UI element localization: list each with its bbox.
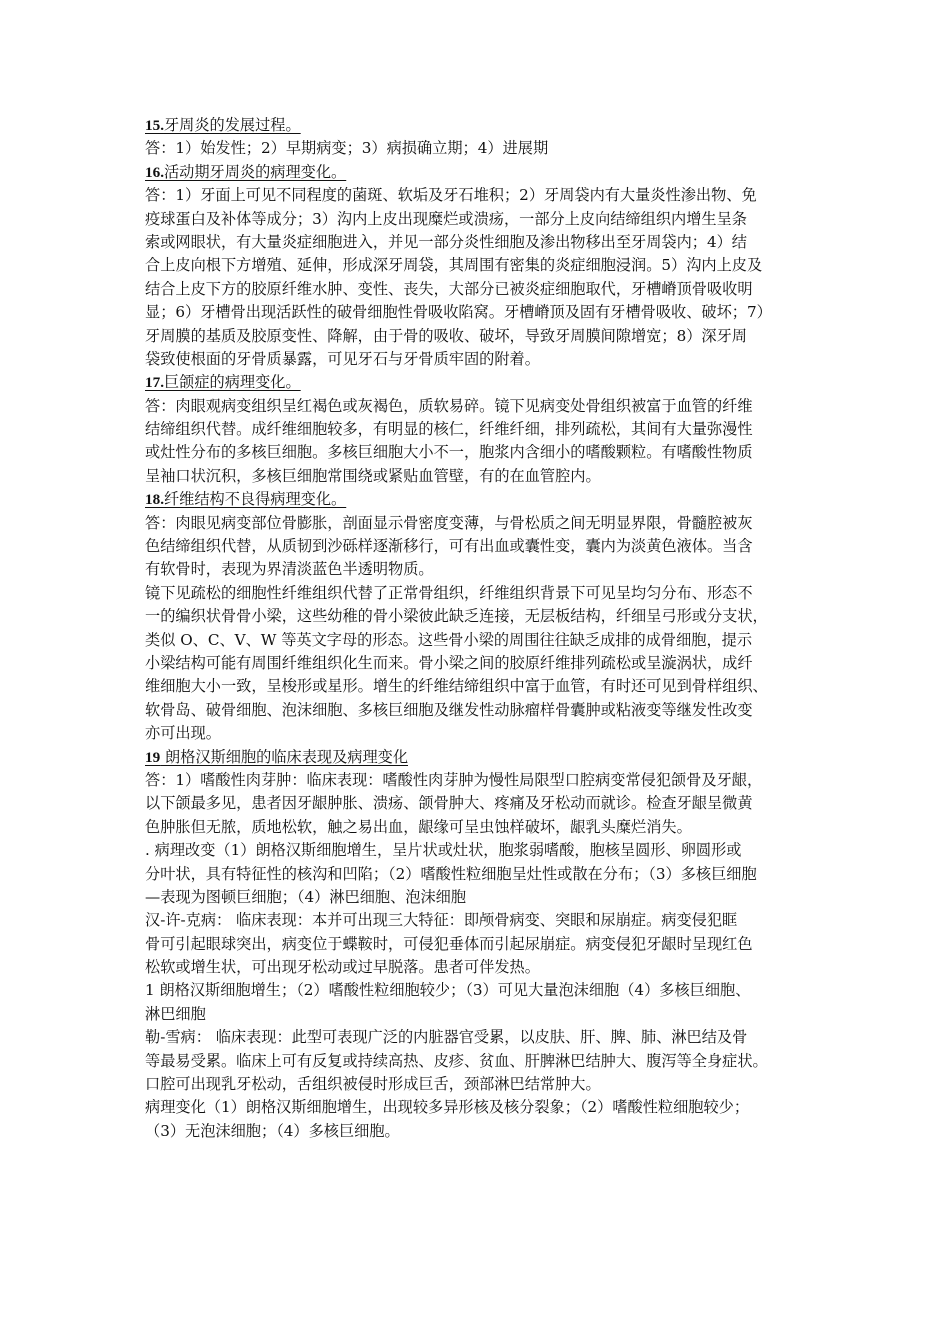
- answer-line: 或灶性分布的多核巨细胞。多核巨细胞大小不一，胞浆内含细小的嗜酸颗粒。有嗜酸性物质: [145, 443, 753, 462]
- answer-line: 呈袖口状沉积，多核巨细胞常围绕或紧贴血管壁，有的在血管腔内。: [145, 466, 601, 485]
- question-heading-15: [145, 114, 810, 137]
- question-title: 纤维结构不良得病理变化。: [163, 490, 347, 509]
- question-number: 17.: [145, 374, 164, 392]
- answer-line: （3）无泡沫细胞；（4）多核巨细胞。: [145, 1121, 400, 1140]
- answer-line: 病理变化（1）朗格汉斯细胞增生，出现较多异形核及核分裂象；（2）嗜酸性粒细胞较少；: [145, 1098, 750, 1117]
- answer-line: 疫球蛋白及补体等成分；3）沟内上皮出现糜烂或溃疡，一部分上皮向结缔组织内增生呈条: [145, 209, 747, 228]
- question-title: 牙周炎的发展过程。: [163, 116, 301, 134]
- answer-line: 分叶状，具有特征性的核沟和凹陷；（2）嗜酸性粒细胞呈灶性或散在分布；（3）多核巨细胞: [145, 864, 757, 883]
- answer-line: 色结缔组织代替，从质韧到沙砾样逐渐移行，可有出血或囊性变，囊内为淡黄色液体。当含: [145, 537, 753, 556]
- answer-line: 1 朗格汉斯细胞增生；（2）嗜酸性粒细胞较少；（3）可见大量泡沫细胞（4）多核巨细胞、: [145, 981, 751, 1000]
- answer-line: —表现为图顿巨细胞；（4）淋巴细胞、泡沫细胞: [145, 887, 467, 906]
- question-heading-19: [145, 746, 810, 769]
- answer-line: 答：1）嗜酸性肉芽肿：临床表现：嗜酸性肉芽肿为慢性局限型口腔病变常侵犯颌骨及牙龈，: [145, 770, 763, 789]
- question-title: 活动期牙周炎的病理变化。: [163, 162, 347, 181]
- answer-line: 合上皮向根下方增殖、延伸，形成深牙周袋，其周围有密集的炎症细胞浸润。5）沟内上皮及: [145, 256, 763, 275]
- answer-line: 结缔组织代替。成纤维细胞较多，有明显的核仁，纤维纤细，排列疏松，其间有大量弥漫性: [145, 420, 753, 439]
- answer-line: 镜下见疏松的细胞性纤维组织代替了正常骨组织，纤维组织背景下可见呈均匀分布、形态不: [145, 583, 753, 602]
- answer-line: 亦可出现。: [145, 724, 221, 743]
- answer-line: 松软或增生状，可出现牙松动或过早脱落。患者可伴发热。: [145, 958, 540, 977]
- answer-line: 有软骨时，表现为界清淡蓝色半透明物质。: [145, 560, 434, 579]
- document-page: [145, 114, 810, 1143]
- question-title: 朗格汉斯细胞的临床表现及病理变化: [160, 747, 409, 766]
- answer-line: 以下颌最多见，患者因牙龈肿胀、溃疡、颌骨肿大、疼痛及牙松动而就诊。检查牙龈呈微黄: [145, 794, 753, 813]
- question-title: 巨颌症的病理变化。: [163, 373, 301, 392]
- answer-line: 袋致使根面的牙骨质暴露，可见牙石与牙骨质牢固的附着。: [145, 349, 540, 368]
- answer-line: 答：1）始发性；2）早期病变；3）病损确立期；4）进展期: [145, 139, 549, 158]
- answer-line: 软骨岛、破骨细胞、泡沫细胞、多核巨细胞及继发性动脉瘤样骨囊肿或粘液变等继发性改变: [145, 700, 753, 719]
- answer-line: 牙周膜的基质及胶原变性、降解，由于骨的吸收、破坏，导致牙周膜间隙增宽；8）深牙周: [145, 326, 747, 345]
- answer-line: 答：1）牙面上可见不同程度的菌斑、软垢及牙石堆积；2）牙周袋内有大量炎性渗出物、免: [145, 186, 757, 205]
- answer-line: 等最易受累。临床上可有反复或持续高热、皮疹、贫血、肝脾淋巴结肿大、腹泻等全身症状。: [145, 1051, 768, 1070]
- answer-line: 汉-许-克病： 临床表现：本并可出现三大特征：即颅骨病变、突眼和尿崩症。病变侵犯眶: [145, 911, 738, 930]
- answer-line: 结合上皮下方的胶原纤维水肿、变性、丧失，大部分已被炎症细胞取代，牙槽嵴顶骨吸收明: [145, 279, 753, 298]
- question-heading-18: [145, 488, 810, 511]
- answer-line: 索或网眼状，有大量炎症细胞进入，并见一部分炎性细胞及渗出物移出至牙周袋内；4）结: [145, 232, 747, 251]
- question-number: 19: [145, 748, 161, 766]
- answer-line: 小梁结构可能有周围纤维组织化生而来。骨小梁之间的胶原纤维排列疏松或呈漩涡状，成纤: [145, 653, 753, 672]
- answer-line: 淋巴细胞: [145, 1004, 206, 1023]
- answer-line: 答：肉眼观病变组织呈红褐色或灰褐色，质软易碎。镜下见病变处骨组织被富于血管的纤维: [145, 396, 753, 415]
- answer-line: 骨可引起眼球突出，病变位于蝶鞍时，可侵犯垂体而引起尿崩症。病变侵犯牙龈时呈现红色: [145, 934, 753, 953]
- answer-line: 维细胞大小一致，呈梭形或星形。增生的纤维结缔组织中富于血管，有时还可见到骨样组织、: [145, 677, 768, 696]
- question-number: 16.: [145, 163, 164, 181]
- answer-line: 色肿胀但无脓，质地松软，触之易出血，龈缘可呈虫蚀样破坏，龈乳头糜烂消失。: [145, 817, 692, 836]
- answer-line: 答：肉眼见病变部位骨膨胀，剖面显示骨密度变薄，与骨松质之间无明显界限，骨髓腔被灰: [145, 513, 753, 532]
- answer-line: . 病理改变（1）朗格汉斯细胞增生，呈片状或灶状，胞浆弱嗜酸，胞核呈圆形、卵圆形或: [145, 841, 742, 860]
- answer-line: 显；6）牙槽骨出现活跃性的破骨细胞性骨吸收陷窝。牙槽嵴顶及固有牙槽骨吸收、破坏；7）: [145, 303, 772, 322]
- answer-line: 类似 O、C、V、W 等英文字母的形态。这些骨小梁的周围往往缺乏成排的成骨细胞，提示: [145, 630, 753, 649]
- answer-line: 勒-雪病： 临床表现：此型可表现广泛的内脏器官受累，以皮肤、肝、脾、肺、淋巴结及骨: [145, 1028, 748, 1047]
- question-number: 18.: [145, 491, 164, 509]
- answer-line: 口腔可出现乳牙松动，舌组织被侵时形成巨舌，颈部淋巴结常肿大。: [145, 1075, 601, 1094]
- answer-line: 一的编织状骨骨小梁，这些幼稚的骨小梁彼此缺乏连接，无层板结构，纤细呈弓形或分支状，: [145, 607, 768, 626]
- question-heading-16: [145, 161, 810, 184]
- question-number: 15.: [145, 117, 164, 134]
- question-heading-17: [145, 371, 810, 394]
